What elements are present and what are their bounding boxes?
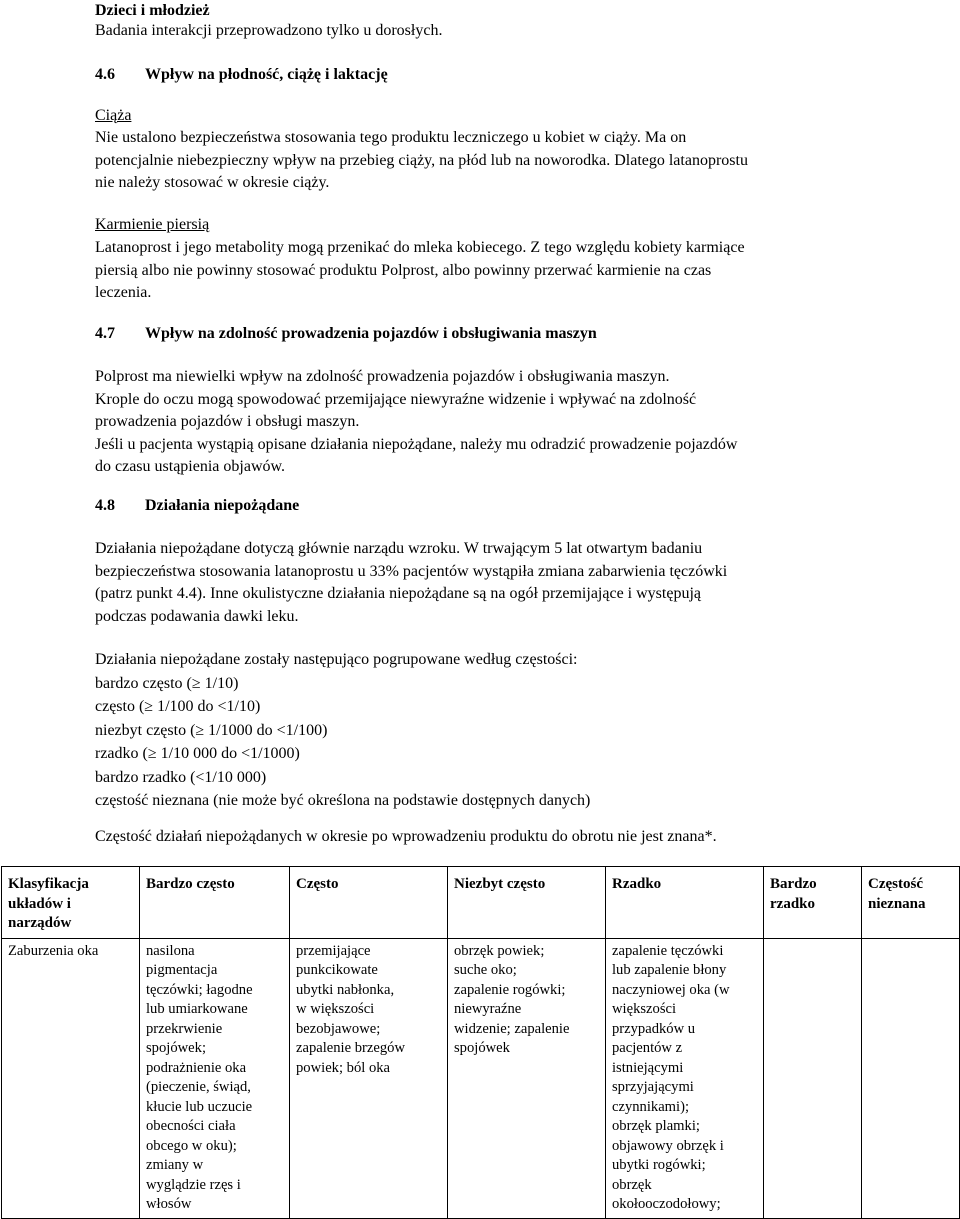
table-row — [2, 938, 960, 1218]
driving-paragraph — [95, 366, 895, 479]
frequency-item: rzadko (≥ 1/10 000 do <1/1000) — [95, 745, 300, 762]
cell-organ-class: Zaburzenia oka — [2, 938, 140, 1218]
paragraph-line: Jeśli u pacjenta wystąpią opisane działania niepożądane, należy mu odradzić prowadzenie pojazdów — [95, 435, 738, 453]
section-number: 4.7 — [95, 325, 115, 342]
cell-rare: zapalenie tęczówki lub zapalenie błony naczyniowej oka (w większości przypadków u pacjentów z istniejącymi sprzyjającymi czynnikami); obrzęk plamki; objawowy obrzęk i ubytki rogówki; obrzęk okołooczodołowy; — [606, 938, 764, 1218]
section-number: 4.8 — [95, 497, 115, 514]
frequency-list — [95, 648, 895, 813]
pregnancy-subtitle: Ciąża — [95, 107, 132, 124]
header-rare: Rzadko — [606, 867, 764, 939]
header-organ-class: Klasyfikacja układów i narządów — [2, 867, 140, 939]
children-text: Badania interakcji przeprowadzono tylko u dorosłych. — [95, 22, 443, 39]
paragraph-line: Nie ustalono bezpieczeństwa stosowania tego produktu leczniczego u kobiet w ciąży. Ma on — [95, 129, 687, 146]
header-uncommon: Niezbyt często — [448, 867, 606, 939]
post-marketing-note: Częstość działań niepożądanych w okresie po wprowadzeniu produktu do obrotu nie jest znana*. — [95, 828, 717, 845]
section-title: Wpływ na zdolność prowadzenia pojazdów i obsługiwania maszyn — [145, 325, 597, 342]
paragraph-line: Działania niepożądane dotyczą głównie narządu wzroku. W trwającym 5 lat otwartym badaniu — [95, 540, 703, 557]
section-4-6-heading — [95, 64, 388, 86]
paragraph-line: (patrz punkt 4.4). Inne okulistyczne działania niepożądane są na ogół przemijające i występują — [95, 585, 701, 602]
paragraph-line: prowadzenia pojazdów i obsługi maszyn. — [95, 413, 360, 430]
frequency-intro: Działania niepożądane zostały następująco pogrupowane według częstości: — [95, 651, 578, 668]
header-unknown: Częstość nieznana — [862, 867, 960, 939]
paragraph-line: Krople do oczu mogą spowodować przemijające niewyraźne widzenie i wpływać na zdolność — [95, 390, 697, 408]
header-common: Często — [290, 867, 448, 939]
paragraph-line: leczenia. — [95, 284, 152, 301]
adverse-reactions-table — [1, 866, 960, 1219]
paragraph-line: potencjalnie niebezpieczny wpływ na przebieg ciąży, na płód lub na noworodka. Dlatego latanoprostu — [95, 151, 748, 169]
section-4-7-heading — [95, 323, 597, 345]
paragraph-line: nie należy stosować w okresie ciąży. — [95, 174, 330, 191]
breastfeeding-paragraph — [95, 237, 895, 305]
cell-very-common: nasilona pigmentacja tęczówki; łagodne lub umiarkowane przekrwienie spojówek; podrażnienie oka (pieczenie, świąd, kłucie lub uczucie obecności ciała obcego w oku); zmiany w wyglądzie rzęs i włosów — [140, 938, 290, 1218]
breastfeeding-subtitle: Karmienie piersią — [95, 216, 210, 233]
table-header-row — [2, 867, 960, 939]
cell-very-rare — [764, 938, 862, 1218]
paragraph-line: piersią albo nie powinny stosować produktu Polprost, albo powinny przerwać karmienie na czas — [95, 261, 712, 279]
section-title: Działania niepożądane — [145, 497, 300, 514]
section-number: 4.6 — [95, 66, 115, 83]
paragraph-line: Polprost ma niewielki wpływ na zdolność prowadzenia pojazdów i obsługiwania maszyn. — [95, 368, 670, 385]
children-title: Dzieci i młodzież — [95, 2, 210, 19]
header-very-common: Bardzo często — [140, 867, 290, 939]
section-4-8-heading — [95, 495, 299, 517]
paragraph-line: podczas podawania dawki leku. — [95, 607, 299, 625]
frequency-item: niezbyt często (≥ 1/1000 do <1/100) — [95, 721, 328, 739]
cell-common: przemijające punkcikowate ubytki nabłonka, w większości bezobjawowe; zapalenie brzegów powiek; ból oka — [290, 938, 448, 1218]
paragraph-line: bezpieczeństwa stosowania latanoprostu u 33% pacjentów wystąpiła zmiana zabarwienia tęczówki — [95, 562, 728, 580]
section-title: Wpływ na płodność, ciążę i laktację — [145, 66, 388, 83]
pregnancy-paragraph — [95, 127, 895, 195]
frequency-item: często (≥ 1/100 do <1/10) — [95, 698, 261, 715]
frequency-item: bardzo rzadko (<1/10 000) — [95, 768, 267, 786]
header-very-rare: Bardzo rzadko — [764, 867, 862, 939]
frequency-item: częstość nieznana (nie może być określona na podstawie dostępnych danych) — [95, 792, 591, 809]
adverse-intro-paragraph — [95, 538, 895, 628]
cell-uncommon: obrzęk powiek; suche oko; zapalenie rogówki; niewyraźne widzenie; zapalenie spojówek — [448, 938, 606, 1218]
frequency-item: bardzo często (≥ 1/10) — [95, 674, 239, 692]
paragraph-line: do czasu ustąpienia objawów. — [95, 458, 286, 475]
cell-unknown — [862, 938, 960, 1218]
paragraph-line: Latanoprost i jego metabolity mogą przenikać do mleka kobiecego. Z tego względu kobiety karmiące — [95, 239, 745, 256]
